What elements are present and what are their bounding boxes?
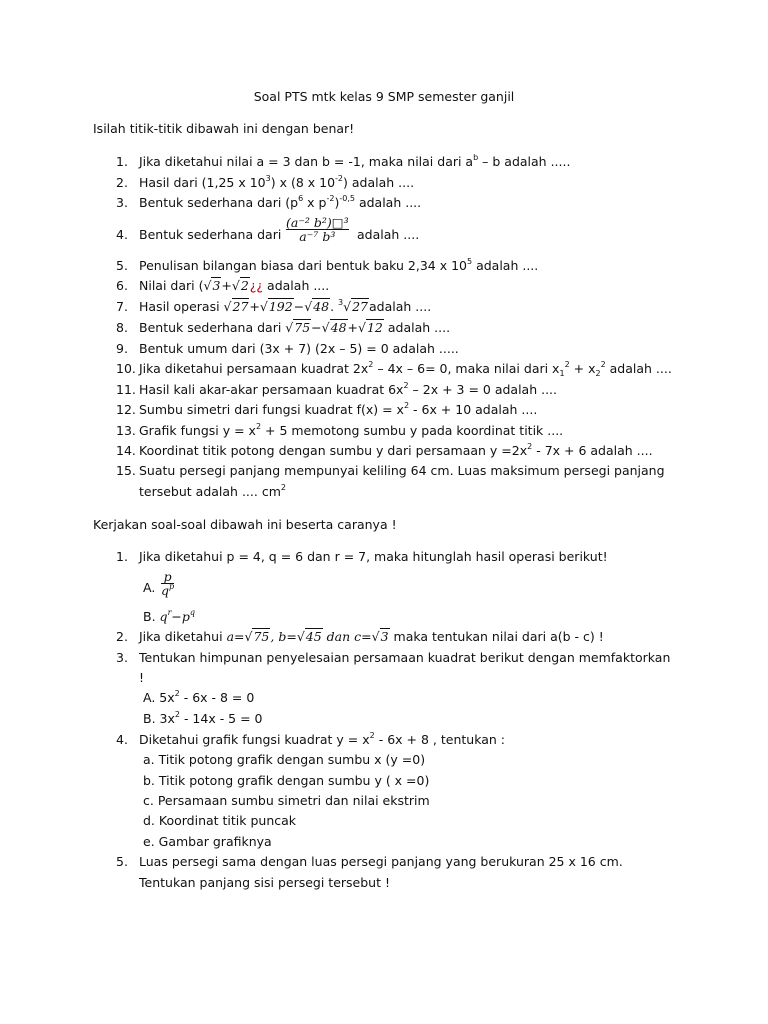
fraction-p-over-q-p: $\frac{p}{q^p}$ [161,569,175,598]
s2-item-3b: B. $3x^2 - 14x - 5 = 0$ [143,710,263,726]
s2-item-4d: d. Koordinat titik puncak [143,813,297,828]
s1-item-15-cont: tersebut adalah .... $cm^2$ [139,483,286,499]
s2-item-1b: B. $q^r-p^q$ [143,608,196,624]
s2-item-4c: c. Persamaan sumbu simetri dan nilai ekstrim [143,793,430,808]
section1-heading: Isilah titik-titik dibawah ini dengan benar! [93,121,355,136]
s2-item-4e: e. Gambar grafiknya [143,834,272,849]
s2-item-3-cont: ! [139,670,145,685]
s2-item-4a: a. Titik potong grafik dengan sumbu x (y =0) [143,752,426,767]
s2-item-5-cont: Tentukan panjang sisi persegi tersebut ! [139,875,390,890]
s2-item-4b: b. Titik potong grafik dengan sumbu y ( x =0) [143,773,430,788]
document-title: Soal PTS mtk kelas 9 SMP semester ganjil [253,89,515,104]
document-page: Soal PTS mtk kelas 9 SMP semester ganjil Isilah titik-titik dibawah ini dengan benar! 1. Jika diketahui nilai a = 3 dan b = -1, maka nilai dari $a^b$ – b adalah ..... 2. Hasil dari (1,25 x $10^3$) x (8 x $10^{-2}$) adalah .... 3. Bentuk sederhana dari ($p^6$ x $p^{-2})^{-0,5}$ adalah .... 4. Bentuk sederhana dari $\frac{\text{(a⁻² b²)□³}}{\text{a⁻⁷ b³}}$ adalah .... 5. Penulisan bilangan biasa dari bentuk baku 2,34 x $10^5$ adalah .... 6. Nilai dari (√3+√2¿¿ adalah .... 7. Hasil operasi √27+√192−√48. $^3$√27adalah .... 8. Bentuk sederhana dari √75−√48+√12 adalah .... 9. Bentuk umum dari (3x + 7) (2x – 5) = 0 adalah ..... 10. Jika diketahui persamaan kuadrat $2x^2 - 4x - 6= 0$, maka nilai dari $x_1^2 + x_2^2$ adalah .... 11. Hasil kali akar-akar persamaan kuadrat $6x^2 - 2x + 3 = 0$ adalah .... 12. Sumbu simetri dari fungsi kuadrat $f(x) = x^2 - 6x + 10$ adalah .... 13. Grafik fungsi $y = x^2 + 5$ memotong sumbu y pada koordinat titik .... 14. Koordinat titik potong dengan sumbu y dari persamaan $y =2x^2 - 7x + 6$ adalah .... 15. Suatu persegi panjang mempunyai keliling 64 cm. Luas maksimum persegi panjang tersebut adalah .... $cm^2$ Kerjakan soal-soal dibawah ini beserta caranya ! 1. Jika diketahui p = 4, q = 6 dan r = 7, maka hitunglah hasil operasi berikut! A. $\frac{p}{q^p}$ B. $q^r-p^q$ 2. Jika diketahui a=√75, b=√45 dan c=√3 maka tentukan nilai dari a(b - c) ! 3. Tentukan himpunan penyelesaian persamaan kuadrat berikut dengan memfaktorkan ! A. $5x^2 - 6x - 8 = 0$ B. $3x^2 - 14x - 5 = 0$ 4. Diketahui grafik fungsi kuadrat $y = x^2 - 6x + 8$ , tentukan : a. Titik potong grafik dengan sumbu x (y =0) b. Titik potong grafik dengan sumbu y ( x =0) c. Persamaan sumbu simetri dan nilai ekstrim d. Koordinat titik puncak e. Gambar grafiknya 5. Luas persegi sama dengan luas persegi panjang yang berukuran 25 x 16 cm. Tentukan panjang sisi persegi tersebut ! [0,0,768,1024]
section2-heading: Kerjakan soal-soal dibawah ini beserta caranya ! [93,517,397,532]
fraction-expression: $\frac{\text{(a⁻² b²)□³}}{\text{a⁻⁷ b³}}$ [286,215,349,244]
s2-item-3a: A. $5x^2 - 6x - 8 = 0$ [143,689,255,705]
